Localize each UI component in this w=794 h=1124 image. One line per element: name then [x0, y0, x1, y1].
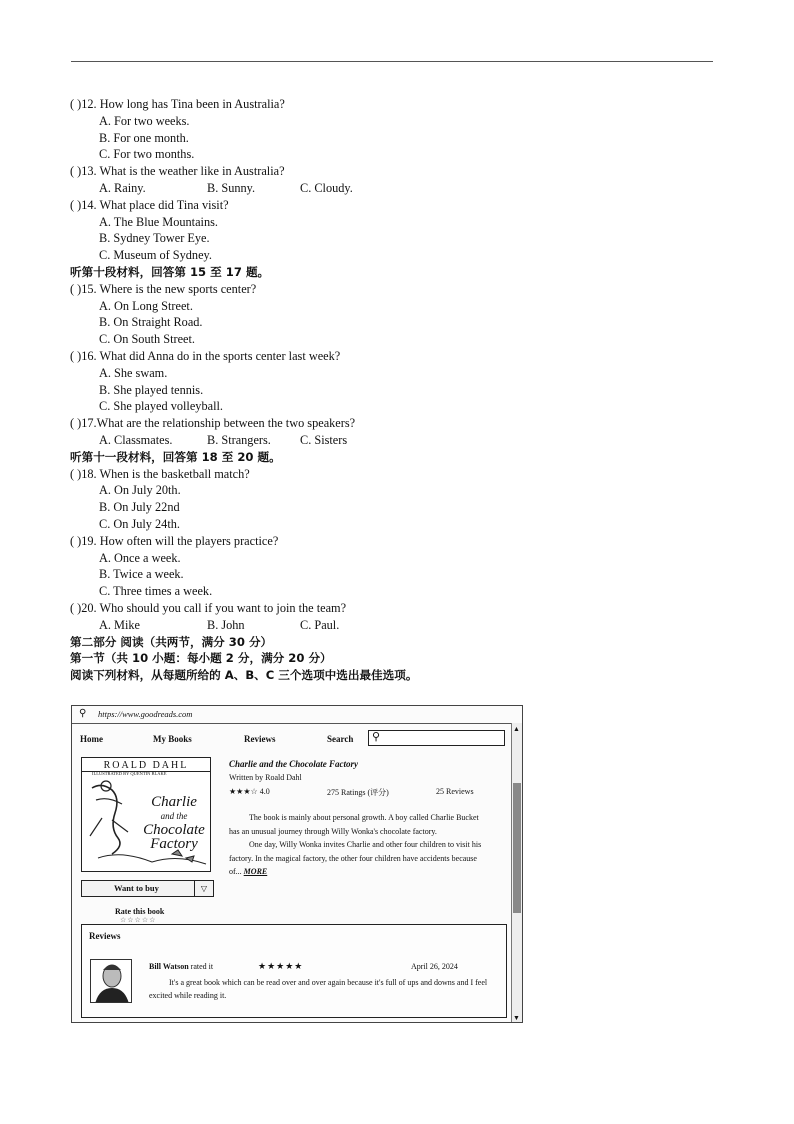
answer-option: B. On July 22nd [99, 500, 180, 515]
question: ( )14. What place did Tina visit? [70, 197, 229, 212]
answer-options [70, 432, 720, 449]
section-instruction: 第二部分 阅读（共两节，满分 30 分） [70, 634, 273, 649]
answer-options [70, 180, 720, 197]
book-author: Written by Roald Dahl [229, 773, 302, 782]
reviews-panel [81, 924, 507, 1018]
reviewer-name: Bill Watson rated it [149, 962, 214, 971]
answer-option: B. Sydney Tower Eye. [99, 231, 210, 246]
question: ( )19. How often will the players practice? [70, 533, 279, 548]
reviews-heading: Reviews [89, 931, 121, 941]
question: ( )13. What is the weather like in Australia? [70, 164, 285, 179]
section-instruction: 听第十一段材料，回答第 18 至 20 题。 [70, 449, 281, 464]
section-instruction: 阅读下列材料，从每题所给的 A、B、C 三个选项中选出最佳选项。 [70, 668, 418, 683]
question: ( )18. When is the basketball match? [70, 466, 250, 481]
book-reviews-count[interactable]: 25 Reviews [436, 787, 474, 796]
scroll-down-icon[interactable]: ▼ [513, 1014, 520, 1022]
book-cover[interactable] [81, 757, 211, 872]
answer-option: B. She played tennis. [99, 382, 204, 397]
answer-option: A. On July 20th. [99, 483, 181, 498]
scroll-thumb[interactable] [513, 783, 521, 913]
answer-option: C. Museum of Sydney. [99, 248, 212, 263]
answer-option: C. Cloudy. [300, 180, 353, 195]
answer-option: C. On July 24th. [99, 516, 180, 531]
url-text: https://www.goodreads.com [98, 709, 193, 719]
search-icon: ⚲ [79, 708, 87, 719]
answer-option: A. On Long Street. [99, 298, 193, 313]
answer-option: B. Sunny. [207, 180, 256, 195]
answer-option: A. For two weeks. [99, 113, 190, 128]
answer-option: C. On South Street. [99, 332, 195, 347]
answer-option: C. Paul. [300, 617, 340, 632]
answer-option: A. Classmates. [99, 432, 173, 447]
nav-search-label: Search [327, 734, 354, 744]
cover-author: ROALD DAHL [82, 760, 210, 772]
review-stars: ★★★★★ [258, 961, 304, 971]
book-description: The book is mainly about personal growth. A boy called Charlie Bucket has an unusual journey through Willy Wonka's chocolate factory. One day, Willy Wonka invites Charlie and other four children to visit his factory. In the magical factory, the other four children have accidents because of... MORE [229, 813, 482, 876]
answer-option: A. Once a week. [99, 550, 181, 565]
nav-reviews[interactable]: Reviews [244, 734, 276, 744]
section-instruction: 听第十段材料，回答第 15 至 17 题。 [70, 264, 270, 279]
nav-my-books[interactable]: My Books [153, 734, 192, 744]
scrollbar[interactable] [511, 723, 522, 1022]
question: ( )12. How long has Tina been in Australia? [70, 97, 285, 111]
rate-this-book-label: Rate this book [115, 907, 165, 916]
review-date: April 26, 2024 [411, 962, 458, 971]
book-title[interactable]: Charlie and the Chocolate Factory [229, 759, 359, 769]
answer-options [70, 617, 720, 634]
want-to-buy-button[interactable]: Want to buy ▽ [81, 880, 214, 897]
nav-home[interactable]: Home [80, 734, 103, 744]
search-icon: ⚲ [372, 731, 381, 743]
answer-option: B. Twice a week. [99, 567, 184, 582]
question: ( )17.What are the relationship between the two speakers? [70, 416, 356, 431]
more-link[interactable]: MORE [243, 867, 268, 876]
book-average-rating: ★★★☆ 4.0 [229, 787, 270, 796]
browser-window [71, 705, 523, 1023]
answer-option: B. For one month. [99, 130, 189, 145]
section-instruction: 第一节（共 10 小题：每小题 2 分，满分 20 分） [70, 651, 332, 666]
avatar [90, 959, 132, 1003]
question: ( )20. Who should you call if you want to join the team? [70, 600, 347, 615]
answer-option: C. She played volleyball. [99, 399, 223, 414]
book-ratings-count: 275 Ratings (评分) [327, 788, 389, 797]
scroll-up-icon[interactable]: ▲ [513, 725, 520, 733]
answer-option: B. Strangers. [207, 432, 271, 447]
answer-option: A. She swam. [99, 365, 168, 380]
address-bar[interactable] [72, 706, 522, 724]
review-text: It's a great book which can be read over and over again because it's full of ups and downs and I feel excited while reading it. [149, 978, 488, 1000]
search-input[interactable] [368, 730, 505, 746]
triangle-down-icon[interactable]: ▽ [194, 881, 213, 896]
top-rule [71, 61, 713, 62]
answer-option: C. Three times a week. [99, 584, 213, 599]
question: ( )16. What did Anna do in the sports center last week? [70, 348, 341, 363]
cover-title: Charlie and the Chocolate Factory [143, 794, 205, 852]
answer-option: B. On Straight Road. [99, 315, 203, 330]
answer-option: C. For two months. [99, 147, 195, 162]
cover-illustrator: ILLUSTRATED BY QUENTIN BLAKE [92, 771, 167, 776]
answer-option: B. John [207, 617, 245, 632]
question: ( )15. Where is the new sports center? [70, 281, 257, 296]
answer-option: C. Sisters [300, 432, 348, 447]
answer-option: A. Mike [99, 617, 140, 632]
answer-option: A. Rainy. [99, 180, 146, 195]
questions-section [70, 96, 720, 684]
answer-option: A. The Blue Mountains. [99, 214, 218, 229]
rating-stars-input[interactable]: ☆☆☆☆☆ [120, 916, 157, 924]
